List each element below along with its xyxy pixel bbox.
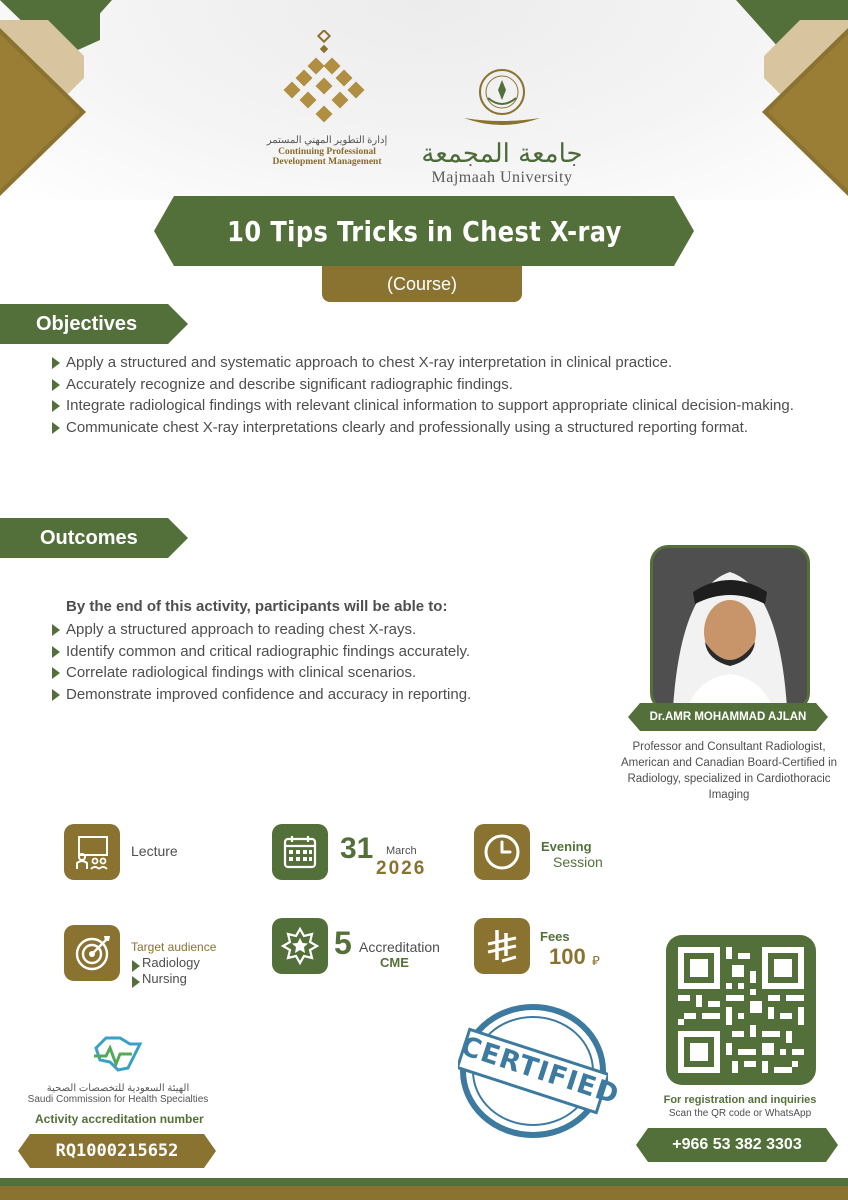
speaker-name: Dr.AMR MOHAMMAD AJLAN xyxy=(640,703,816,731)
accreditation-label: Activity accreditation number xyxy=(35,1112,204,1126)
audience-badge xyxy=(64,925,120,981)
outcomes-lead: By the end of this activity, participants will be able to: xyxy=(66,598,448,615)
university-english-name: Majmaah University xyxy=(431,169,573,186)
date-year: 2026 xyxy=(376,858,427,879)
course-type-label: (Course) xyxy=(322,266,522,302)
course-title: 10 Tips Tricks in Chest X-ray xyxy=(226,214,622,248)
clock-icon xyxy=(482,832,522,872)
date-badge xyxy=(272,824,328,880)
list-item: Radiology xyxy=(130,955,200,971)
scfhs-english-name: Saudi Commission for Health Specialties xyxy=(27,1094,209,1105)
date-day: 31 xyxy=(340,832,374,865)
footer-stripe-gold xyxy=(0,1186,848,1200)
stamp-text: CERTIFIED xyxy=(456,1030,624,1111)
corner-decoration-left xyxy=(0,0,120,200)
fees-value: 100 xyxy=(549,944,586,969)
presentation-icon xyxy=(73,833,111,871)
session-badge xyxy=(474,824,530,880)
list-item: Integrate radiological findings with relevant clinical information to support appropriate clinical decision-making. xyxy=(50,395,805,417)
university-logo xyxy=(418,66,586,187)
scfhs-logo xyxy=(18,1030,218,1105)
format-label: Lecture xyxy=(131,843,178,859)
cpd-english-line1: Continuing Professional xyxy=(278,146,376,157)
session-line1: Evening xyxy=(541,839,592,854)
university-emblem-icon xyxy=(418,66,586,134)
calendar-icon xyxy=(281,833,319,871)
corner-decoration-right xyxy=(728,0,848,200)
speaker-bio: Professor and Consultant Radiologist, American and Canadian Board-Certified in Radiology, specialized in Cardiothoracic Imaging xyxy=(620,741,838,801)
cpd-logo xyxy=(262,30,392,168)
outcomes-heading: Outcomes xyxy=(40,526,138,549)
university-arabic-name: جامعة المجمعة xyxy=(421,139,583,169)
cme-number: 5 xyxy=(334,925,352,961)
list-item: Apply a structured and systematic approach to chest X-ray interpretation in clinical practice. xyxy=(50,352,805,374)
cme-badge xyxy=(272,918,328,974)
certified-stamp xyxy=(456,1003,624,1139)
speaker-portrait-icon xyxy=(653,548,807,708)
list-item: Communicate chest X-ray interpretations clearly and professionally using a structured reporting format. xyxy=(50,417,805,439)
date-month: March xyxy=(386,845,417,857)
objectives-list xyxy=(50,352,805,438)
scfhs-arabic-name: الهيئة السعودية للتخصصات الصحية xyxy=(46,1083,190,1094)
title-banner xyxy=(174,196,674,266)
cme-line2: CME xyxy=(380,955,409,970)
list-item: Demonstrate improved confidence and accuracy in reporting. xyxy=(50,684,610,706)
session-line2: Session xyxy=(553,854,603,870)
list-item: Identify common and critical radiographic findings accurately. xyxy=(50,641,610,663)
footer-stripe-green xyxy=(0,1178,848,1186)
list-item: Nursing xyxy=(130,971,200,987)
list-item: Accurately recognize and describe significant radiographic findings. xyxy=(50,374,805,396)
audience-label: Target audience xyxy=(131,940,217,954)
target-icon xyxy=(72,933,112,973)
accreditation-number: RQ1000215652 xyxy=(30,1134,204,1168)
riyal-icon xyxy=(482,926,522,966)
list-item: Apply a structured approach to reading chest X-rays. xyxy=(50,619,610,641)
objectives-heading: Objectives xyxy=(36,312,138,335)
qr-code-icon xyxy=(678,947,804,1073)
outcomes-list xyxy=(50,619,610,705)
cpd-english-line2: Development Management xyxy=(272,157,382,168)
cpd-arabic-name: إدارة التطوير المهني المستمر xyxy=(266,135,388,146)
scfhs-emblem-icon xyxy=(88,1030,148,1078)
audience-list xyxy=(130,955,200,987)
registration-line2: Scan the QR code or WhatsApp xyxy=(668,1108,812,1119)
list-item: Correlate radiological findings with clinical scenarios. xyxy=(50,662,610,684)
cme-line1: Accreditation xyxy=(359,939,440,955)
speaker-photo xyxy=(650,545,810,711)
currency-symbol: ⃁ xyxy=(592,953,600,968)
qr-code[interactable] xyxy=(666,935,816,1085)
fees-label: Fees xyxy=(540,929,570,944)
fees-badge xyxy=(474,918,530,974)
lecture-badge xyxy=(64,824,120,880)
registration-line1: For registration and inquiries xyxy=(663,1094,817,1106)
cpd-emblem-icon xyxy=(262,30,392,130)
phone-number-link[interactable]: +966 53 382 3303 xyxy=(648,1128,826,1162)
badge-icon xyxy=(280,926,320,966)
